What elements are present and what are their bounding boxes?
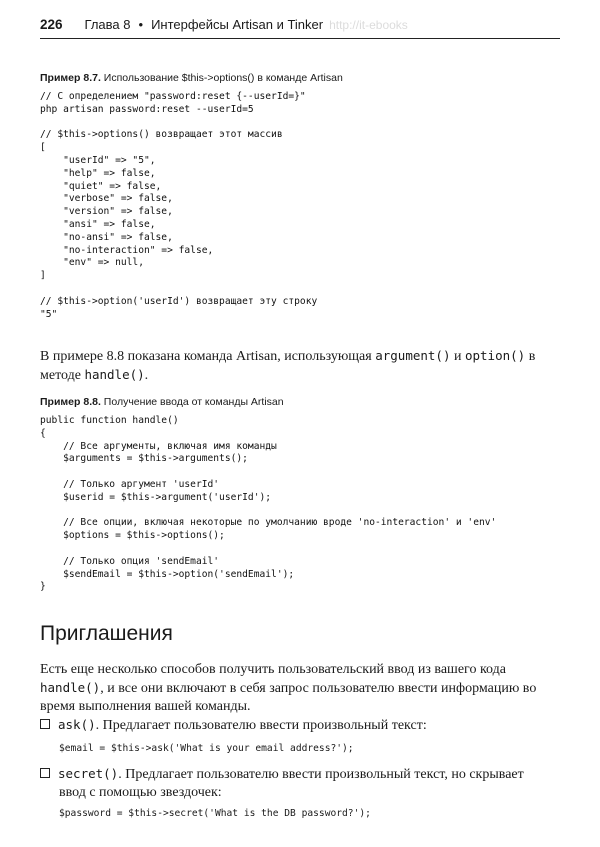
para-text-2: и [450, 349, 465, 364]
example-8-8-code: public function handle() { // Все аргументы, включая имя команды $arguments = $this->arguments(); // Только аргумент 'userId' $userid = $this->argument('userId'); // Все опции, включая некоторые по умолчанию вроде 'no-interaction' и 'env' $options = $this->options(); // Только опция 'sendEmail' $sendEmail = $this->option('sendEmail'); } [40, 415, 497, 593]
page-number: 226 [40, 17, 63, 32]
para-code-3: handle() [84, 367, 145, 382]
ask-text: . Предлагает пользователю ввести произвольный текст: [95, 718, 427, 733]
list-item-ask [40, 716, 562, 756]
intro-text-2: , и все они включают в себя запрос пользователю ввести информацию во время выполнения вашей команды. [40, 681, 537, 714]
example-8-7-label: Пример 8.7. [40, 72, 101, 84]
checkbox-bullet-icon [40, 719, 50, 729]
example-8-7-code: // С определением "password:reset {--userId=}" php artisan password:reset --userId=5 // $this->options() возвращает этот массив [ "userId" => "5", "help" => false, "quiet" => false, "verbose" => false, "version" => false, "ansi" => false, "no-ansi" => false, "no-interaction" => false, "env" => null, ] // $this->option('userId') возвращает эту строку "5" [40, 91, 318, 320]
para-text-4: . [144, 368, 149, 383]
intro-code: handle() [40, 680, 101, 695]
para-code-2: option() [464, 348, 526, 363]
para-text-1: В примере 8.8 показана команда Artisan, использующая [40, 349, 376, 364]
example-8-8-caption [40, 396, 284, 408]
secret-example-code: $password = $this->secret('What is the DB password?'); [59, 808, 371, 819]
example-8-8-title: Получение ввода от команды Artisan [103, 396, 284, 408]
page-header [40, 14, 560, 39]
secret-text-2: ввод с помощью звездочек: [59, 785, 222, 800]
header-bullet: • [138, 17, 144, 32]
example-8-7-caption [40, 72, 343, 84]
para-text-3: в методе [40, 349, 536, 383]
para-code-1: argument() [375, 348, 451, 363]
section-intro [40, 661, 562, 716]
example-8-8-label: Пример 8.8. [40, 396, 101, 408]
section-heading: Приглашения [40, 622, 173, 645]
list-item-secret [40, 765, 562, 821]
checkbox-bullet-icon [40, 768, 50, 778]
secret-code: secret() [58, 766, 119, 781]
paragraph-8-8-intro [40, 347, 562, 385]
ask-example-code: $email = $this->ask('What is your email address?'); [59, 743, 354, 754]
chapter-label: Глава 8 [84, 17, 131, 32]
chapter-title: Интерфейсы Artisan и Tinker [151, 17, 324, 32]
example-8-7-title: Использование $this->options() в команде Artisan [103, 72, 343, 84]
secret-text-1: . Предлагает пользователю ввести произвольный текст, но скрывает [118, 767, 524, 782]
ask-code: ask() [58, 717, 96, 732]
watermark: http://it-ebooks [329, 18, 408, 32]
intro-text-1: Есть еще несколько способов получить пользовательский ввод из вашего кода [40, 662, 506, 677]
